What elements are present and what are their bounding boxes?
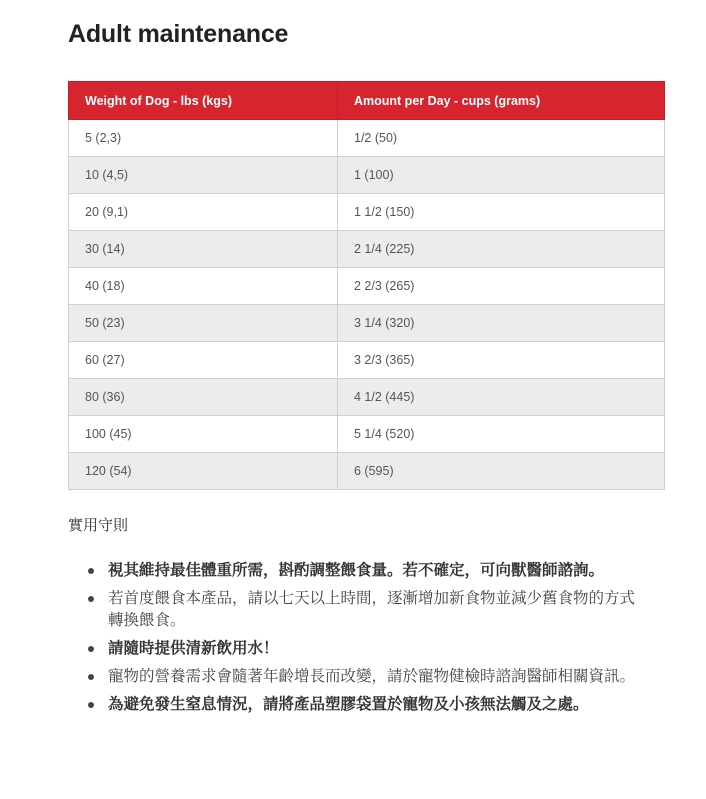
amount-cell: 6 (595) [338,453,665,490]
bullet-icon [88,646,94,652]
weight-cell: 5 (2,3) [69,120,338,157]
list-item [88,638,648,660]
weight-cell: 30 (14) [69,231,338,268]
table-row [69,268,665,305]
list-item-text: 若首度餵食本產品，請以七天以上時間，逐漸增加新食物並減少舊食物的方式轉換餵食。 [108,590,636,629]
bullet-icon [88,568,94,574]
list-item-text: 寵物的營養需求會隨著年齡增長而改變，請於寵物健檢時諮詢醫師相關資訊。 [108,668,636,685]
amount-cell: 2 1/4 (225) [338,231,665,268]
table-row [69,342,665,379]
bullet-icon [88,702,94,708]
amount-cell: 1/2 (50) [338,120,665,157]
list-item-text: 請隨時提供清新飲用水！ [108,640,279,657]
weight-column-header: Weight of Dog - lbs (kgs) [69,82,338,120]
weight-cell: 100 (45) [69,416,338,453]
list-item [88,666,648,688]
bullet-icon [88,674,94,680]
table-row [69,453,665,490]
table-row [69,194,665,231]
table-header-row [69,82,665,120]
list-item-text: 為避免發生窒息情況，請將產品塑膠袋置於寵物及小孩無法觸及之處。 [108,696,589,713]
weight-cell: 20 (9,1) [69,194,338,231]
amount-cell: 2 2/3 (265) [338,268,665,305]
amount-column-header: Amount per Day - cups (grams) [338,82,665,120]
table-row [69,379,665,416]
list-item [88,694,648,716]
weight-cell: 10 (4,5) [69,157,338,194]
amount-cell: 1 (100) [338,157,665,194]
table-row [69,120,665,157]
feeding-table [68,81,665,490]
weight-cell: 80 (36) [69,379,338,416]
list-item [88,588,648,632]
amount-cell: 1 1/2 (150) [338,194,665,231]
bullet-icon [88,596,94,602]
table-row [69,231,665,268]
weight-cell: 60 (27) [69,342,338,379]
weight-cell: 40 (18) [69,268,338,305]
amount-cell: 3 2/3 (365) [338,342,665,379]
guidelines-list [88,560,648,722]
amount-cell: 5 1/4 (520) [338,416,665,453]
table-row [69,305,665,342]
list-item [88,560,648,582]
weight-cell: 50 (23) [69,305,338,342]
page-title: Adult maintenance [68,20,289,48]
guidelines-heading: 實用守則 [68,517,129,534]
weight-cell: 120 (54) [69,453,338,490]
amount-cell: 3 1/4 (320) [338,305,665,342]
list-item-text: 視其維持最佳體重所需，斟酌調整餵食量。若不確定，可向獸醫師諮詢。 [108,562,605,579]
table-row [69,416,665,453]
table-row [69,157,665,194]
amount-cell: 4 1/2 (445) [338,379,665,416]
